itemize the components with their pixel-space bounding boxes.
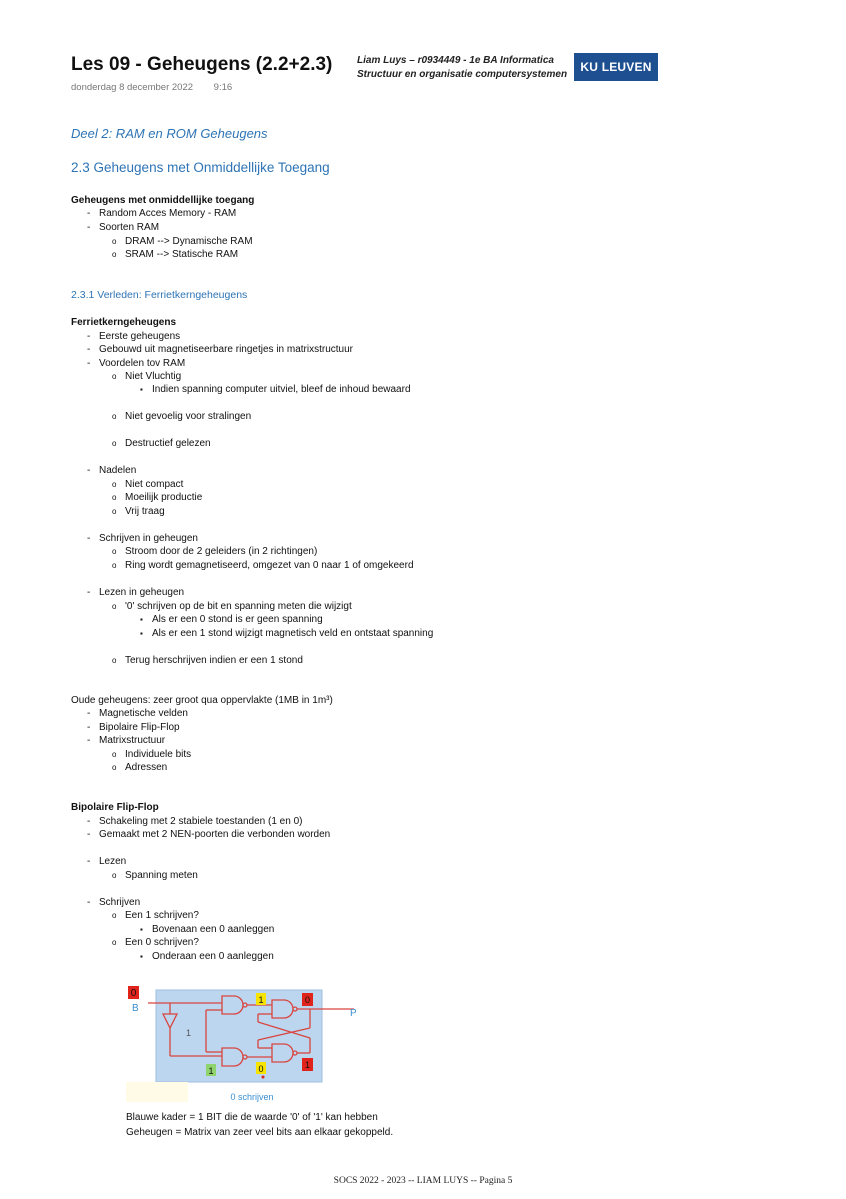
bottom-gate-value: 0 — [258, 1064, 264, 1074]
list-item: ▪ Als er een 1 stond wijzigt magnetisch veld en ontstaat spanning — [140, 628, 434, 639]
list-item: ▪ Bovenaan een 0 aanleggen — [140, 924, 275, 935]
top-gate-value: 1 — [258, 995, 264, 1005]
list-item: - Eerste geheugens — [87, 331, 181, 342]
ku-leuven-logo: KU LEUVEN — [574, 53, 658, 81]
list-heading: Ferrietkerngeheugens — [71, 317, 177, 328]
course-line: Structuur en organisatie computersystemen — [357, 69, 568, 80]
list-item: ▪ Indien spanning computer uitviel, bleef de inhoud bewaard — [140, 384, 411, 395]
list-item: - Lezen — [87, 856, 127, 867]
list-item: o Niet Vluchtig — [112, 371, 182, 382]
caption-line: Geheugen = Matrix van zeer veel bits aan elkaar gekoppeld. — [126, 1127, 394, 1138]
list-item: o Een 1 schrijven? — [112, 910, 199, 921]
input-value: 0 — [130, 988, 137, 999]
list-item: - Random Acces Memory - RAM — [87, 208, 237, 219]
flip-flop-diagram — [126, 982, 366, 1108]
bottom-left-value: 1 — [208, 1066, 214, 1076]
list-item: o SRAM --> Statische RAM — [112, 249, 239, 260]
list-item: o Een 0 schrijven? — [112, 937, 199, 948]
list-item: - Lezen in geheugen — [87, 587, 185, 598]
paragraph: Oude geheugens: zeer groot qua oppervlakte (1MB in 1m³) — [71, 695, 333, 706]
subsection-heading: 2.3.1 Verleden: Ferrietkerngeheugens — [71, 289, 248, 301]
list-item: o Individuele bits — [112, 749, 192, 760]
list-item: - Gebouwd uit magnetiseerbare ringetjes in matrixstructuur — [87, 344, 354, 355]
diagram-caption: 0 schrijven — [230, 1092, 274, 1102]
list-item: - Soorten RAM — [87, 222, 160, 233]
list-item: ▪ Als er een 0 stond is er geen spanning — [140, 614, 323, 625]
list-item: o Stroom door de 2 geleiders (in 2 richtingen) — [112, 546, 318, 557]
list-item: o DRAM --> Dynamische RAM — [112, 236, 253, 247]
section-heading: 2.3 Geheugens met Onmiddellijke Toegang — [71, 160, 330, 175]
input-label: B — [132, 1003, 139, 1014]
list-item: - Schrijven — [87, 897, 141, 908]
time-text: 9:16 — [213, 82, 233, 93]
list-item: o Vrij traag — [112, 506, 165, 517]
part-heading: Deel 2: RAM en ROM Geheugens — [71, 126, 268, 141]
top-output-value: 0 — [304, 995, 311, 1005]
list-item: - Bipolaire Flip-Flop — [87, 722, 180, 733]
list-heading: Geheugens met onmiddellijke toegang — [71, 195, 255, 206]
list-item: o Adressen — [112, 762, 168, 773]
output-label: P — [350, 1008, 357, 1019]
author-line: Liam Luys – r0934449 - 1e BA Informatica — [357, 55, 554, 66]
list-item: ▪ Onderaan een 0 aanleggen — [140, 951, 274, 962]
page-date — [71, 82, 250, 93]
caption-line: Blauwe kader = 1 BIT die de waarde '0' of '1' kan hebben — [126, 1112, 378, 1123]
list-item: o Niet gevoelig voor stralingen — [112, 411, 252, 422]
author-block — [357, 54, 567, 82]
list-item: - Schrijven in geheugen — [87, 533, 198, 544]
bottom-output-value: 1 — [304, 1060, 311, 1070]
list-item: o Moeilijk productie — [112, 492, 203, 503]
mid-value: 1 — [186, 1028, 192, 1038]
list-item: o Destructief gelezen — [112, 438, 211, 449]
highlight-strip — [126, 1082, 188, 1102]
list-item: o Spanning meten — [112, 870, 198, 881]
date-text: donderdag 8 december 2022 — [71, 82, 194, 93]
list-item: o '0' schrijven op de bit en spanning meten die wijzigt — [112, 601, 352, 612]
page-footer: SOCS 2022 - 2023 -- LIAM LUYS -- Pagina 5 — [333, 1176, 513, 1186]
list-item: - Schakeling met 2 stabiele toestanden (1 en 0) — [87, 816, 303, 827]
list-item: - Voordelen tov RAM — [87, 358, 186, 369]
list-item: o Niet compact — [112, 479, 184, 490]
list-item: - Gemaakt met 2 NEN-poorten die verbonden worden — [87, 829, 331, 840]
list-item: - Nadelen — [87, 465, 137, 476]
list-item: o Terug herschrijven indien er een 1 stond — [112, 655, 303, 666]
page-title: Les 09 - Geheugens (2.2+2.3) — [71, 54, 333, 75]
list-item: o Ring wordt gemagnetiseerd, omgezet van 0 naar 1 of omgekeerd — [112, 560, 414, 571]
list-heading: Bipolaire Flip-Flop — [71, 802, 159, 813]
list-item: - Magnetische velden — [87, 708, 188, 719]
list-item: - Matrixstructuur — [87, 735, 166, 746]
